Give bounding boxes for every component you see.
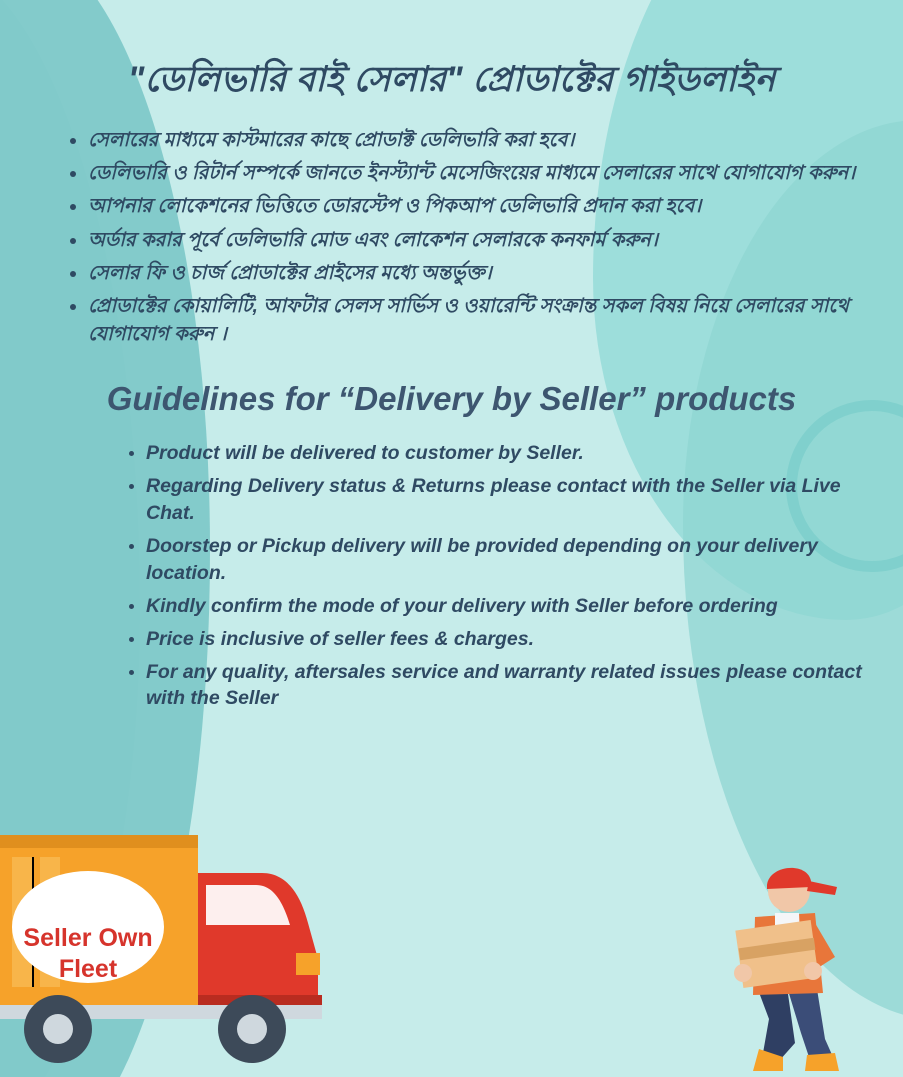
truck-badge-label: Seller Own Fleet bbox=[23, 923, 153, 983]
english-guidelines-list bbox=[128, 440, 863, 712]
bangla-guidelines-list bbox=[64, 126, 859, 349]
list-item: • Doorstep or Pickup delivery will be provided depending on your delivery location. bbox=[146, 533, 863, 587]
list-item: • আপনার লোকেশনের ভিত্তিতে ডোরস্টেপ ও পিকআপ ডেলিভারি প্রদান করা হবে। bbox=[88, 192, 859, 220]
delivery-truck-illustration bbox=[0, 827, 330, 1077]
list-item: • Regarding Delivery status & Returns please contact with the Seller via Live Chat. bbox=[146, 473, 863, 527]
list-item: • Product will be delivered to customer by Seller. bbox=[146, 440, 863, 467]
list-item: • ডেলিভারি ও রিটার্ন সম্পর্কে জানতে ইনস্ট্যান্ট মেসেজিংয়ের মাধ্যমে সেলারের সাথে যোগাযোগ করুন। bbox=[88, 159, 859, 187]
list-item: • অর্ডার করার পূর্বে ডেলিভারি মোড এবং লোকেশন সেলারকে কনফার্ম করুন। bbox=[88, 226, 859, 254]
english-title: Guidelines for “Delivery by Seller” products bbox=[106, 379, 797, 417]
list-item: • Kindly confirm the mode of your delivery with Seller before ordering bbox=[146, 593, 863, 620]
list-item: • সেলার ফি ও চার্জ প্রোডাক্টের প্রাইসের মধ্যে অন্তর্ভুক্ত। bbox=[88, 259, 859, 287]
courier-person-illustration bbox=[683, 847, 873, 1077]
list-item: • সেলারের মাধ্যমে কাস্টমারের কাছে প্রোডাক্ট ডেলিভারি করা হবে। bbox=[88, 126, 859, 154]
list-item: • প্রোডাক্টের কোয়ালিটি, আফটার সেলস সার্ভিস ও ওয়ারেন্টি সংক্রান্ত সকল বিষয় নিয়ে সেলারের সাথে যোগাযোগ করুন । bbox=[88, 292, 859, 349]
bangla-title: "ডেলিভারি বাই সেলার" প্রোডাক্টের গাইডলাইন bbox=[127, 60, 776, 99]
list-item: • For any quality, aftersales service and warranty related issues please contact with the Seller bbox=[146, 659, 863, 713]
list-item: • Price is inclusive of seller fees & charges. bbox=[146, 626, 863, 653]
